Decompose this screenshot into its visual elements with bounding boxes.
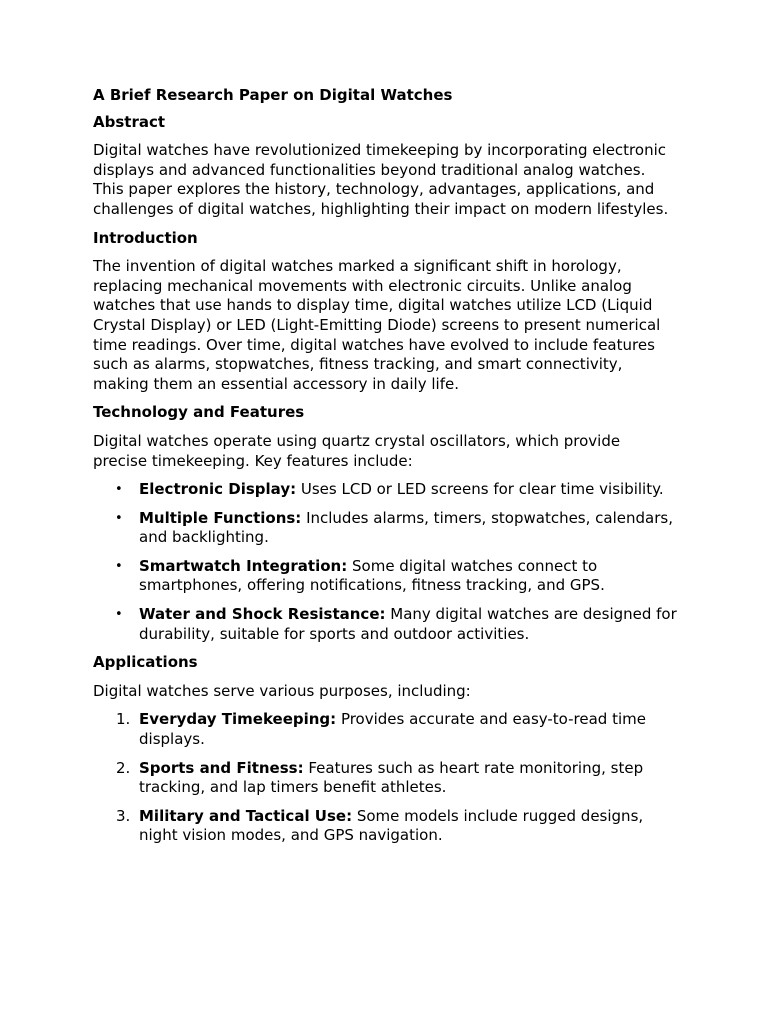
list-item (93, 710, 678, 749)
list-item (93, 509, 678, 548)
number-marker: 3. (116, 806, 131, 825)
list-item-term: Multiple Functions: (139, 508, 302, 527)
abstract-text: Digital watches have revolutionized timekeeping by incorporating electronic displays and advanced functionalities beyond traditional analog watches. This paper explores the history, technology, advantages, applications, and challenges of digital watches, highlighting their impact on modern lifestyles. (93, 141, 669, 218)
bullet-marker: • (115, 558, 123, 574)
list-item-text: Uses LCD or LED screens for clear time visibility. (296, 480, 664, 499)
list-item (93, 807, 678, 846)
list-item-term: Smartwatch Integration: (139, 556, 348, 575)
abstract-heading: Abstract (93, 112, 166, 131)
list-item-term: Water and Shock Resistance: (139, 605, 386, 624)
introduction-heading: Introduction (93, 228, 198, 247)
list-item (93, 759, 678, 798)
bullet-marker: • (115, 482, 123, 498)
list-item-text: Includes alarms, timers, stopwatches, calendars, and backlighting. (139, 508, 673, 547)
list-item-text: Many digital watches are designed for durability, suitable for sports and outdoor activities. (139, 605, 677, 643)
list-item-term: Everyday Timekeeping: (139, 710, 337, 729)
list-item (93, 557, 678, 596)
technology-feature-list (93, 480, 678, 644)
introduction-text: The invention of digital watches marked a significant shift in horology, replacing mechanical movements with electronic circuits. Unlike analog watches that use hands to display time, digital watches utilize LCD (Liquid Crystal Display) or LED (Light-Emitting Diode) screens to present numerical time readings. Over time, digital watches have evolved to include features such as alarms, stopwatches, fitness tracking, and smart connectivity, making them an essential accessory in daily life. (93, 257, 661, 393)
document-title: A Brief Research Paper on Digital Watches (93, 86, 453, 104)
list-item-term: Electronic Display: (139, 480, 297, 499)
bullet-marker: • (115, 510, 123, 526)
list-item-text: Provides accurate and easy-to-read time displays. (139, 710, 646, 749)
technology-heading: Technology and Features (93, 403, 305, 422)
applications-heading: Applications (93, 653, 198, 672)
list-item-text: Features such as heart rate monitoring, step tracking, and lap timers benefit athletes. (139, 758, 644, 797)
list-item-text: Some models include rugged designs, night vision modes, and GPS navigation. (139, 806, 644, 845)
list-item-text: Some digital watches connect to smartphones, offering notifications, fitness tracking, and GPS. (139, 556, 605, 595)
list-item-term: Military and Tactical Use: (139, 806, 353, 825)
number-marker: 1. (116, 710, 131, 729)
list-item (93, 605, 678, 644)
list-item (93, 480, 678, 500)
number-marker: 2. (116, 758, 131, 777)
technology-intro: Digital watches operate using quartz crystal oscillators, which provide precise timekeeping. Key features include: (93, 431, 621, 470)
applications-intro: Digital watches serve various purposes, including: (93, 681, 471, 700)
list-item-term: Sports and Fitness: (139, 758, 304, 777)
bullet-marker: • (115, 607, 123, 623)
applications-list (93, 710, 678, 846)
